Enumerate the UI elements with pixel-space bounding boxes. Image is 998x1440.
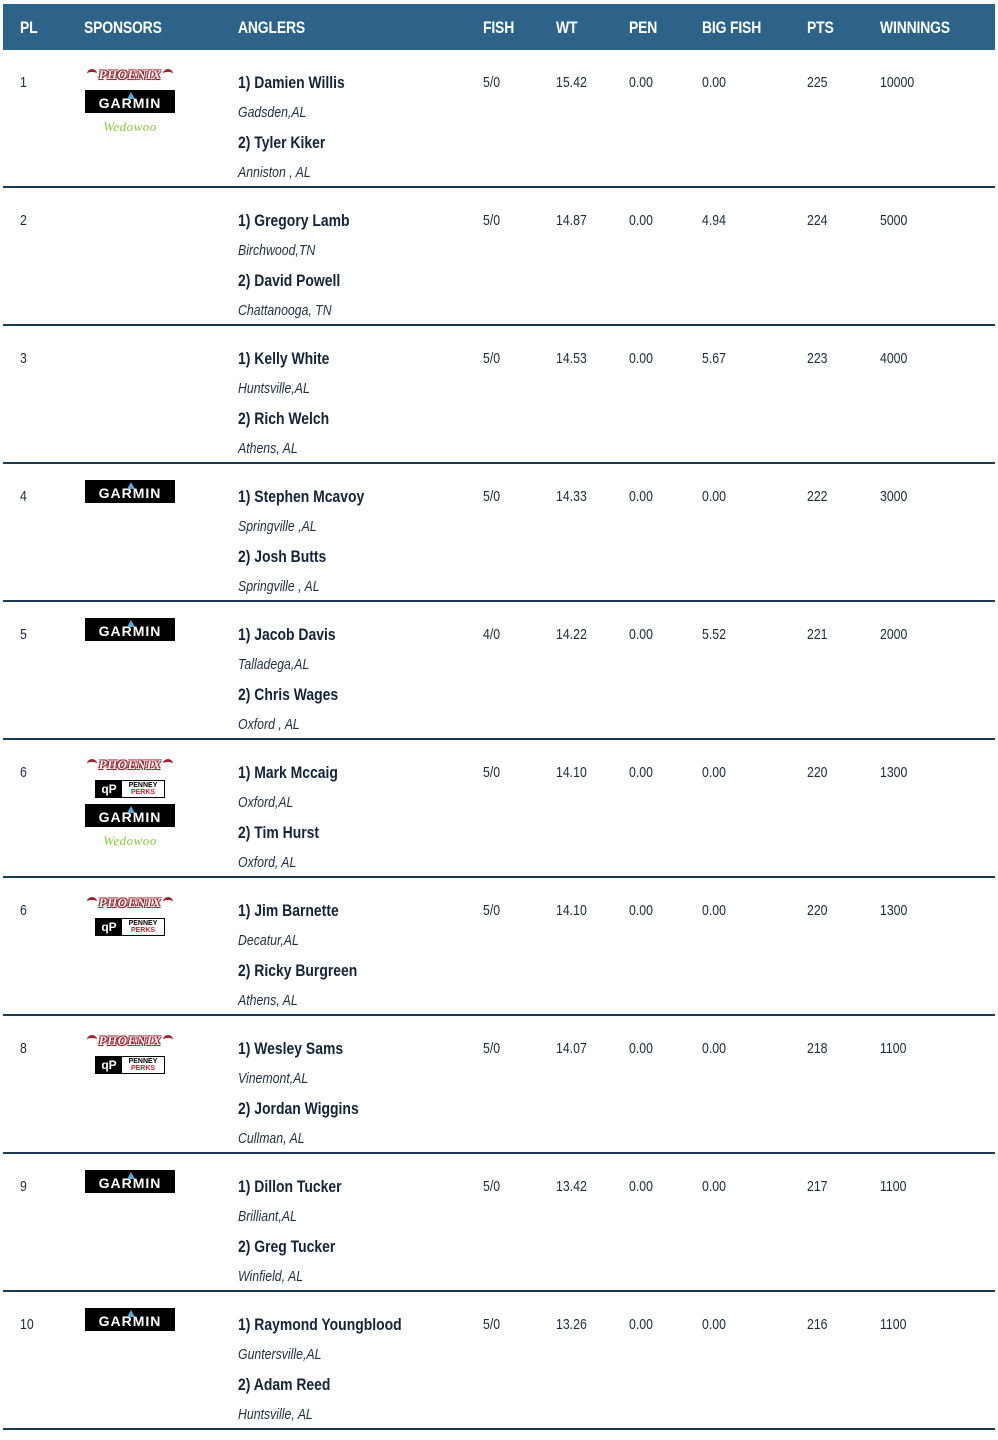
penney-perks-logo	[95, 918, 165, 936]
place-cell: 4	[20, 488, 27, 505]
phoenix-wing-icon	[163, 759, 173, 768]
garmin-logo	[85, 90, 175, 113]
garmin-triangle-icon	[127, 482, 135, 489]
garmin-logo	[85, 1170, 175, 1193]
garmin-logo	[85, 804, 175, 827]
sponsor-logos	[84, 756, 176, 857]
big-fish-cell: 0.00	[702, 74, 726, 91]
fish-cell: 5/0	[483, 1040, 501, 1057]
place-cell: 8	[20, 1040, 27, 1057]
big-fish-cell: 0.00	[702, 488, 726, 505]
place-cell: 1	[20, 74, 27, 91]
angler-1-name[interactable]: 1) Jacob Davis	[238, 625, 336, 644]
angler-1-hometown: Birchwood,TN	[238, 242, 316, 259]
sponsor-logos	[84, 66, 176, 143]
wedowoo-logo: Wedowoo	[103, 833, 157, 848]
penney-line2: PERKS	[130, 927, 156, 934]
angler-2-name[interactable]: 2) David Powell	[238, 271, 341, 290]
table-row	[3, 602, 995, 740]
angler-2-hometown: Winfield, AL	[238, 1268, 304, 1285]
header-big-fish[interactable]: BIG FISH	[702, 18, 762, 37]
big-fish-cell: 0.00	[702, 764, 726, 781]
penney-qp-mark: qP	[96, 919, 122, 935]
table-row	[3, 1292, 995, 1430]
table-header	[3, 4, 995, 50]
phoenix-wing-icon	[87, 897, 97, 906]
points-cell: 221	[807, 626, 828, 643]
header-pts[interactable]: PTS	[807, 18, 834, 37]
header-winnings[interactable]: WINNINGS	[880, 18, 950, 37]
header-fish[interactable]: FISH	[483, 18, 515, 37]
angler-2-name[interactable]: 2) Ricky Burgreen	[238, 961, 358, 980]
penalty-cell: 0.00	[629, 1316, 653, 1333]
table-row	[3, 326, 995, 464]
points-cell: 222	[807, 488, 828, 505]
garmin-logo-text: GARMIN	[98, 1175, 162, 1191]
penney-line2: PERKS	[130, 1065, 156, 1072]
phoenix-wing-icon	[163, 69, 173, 78]
angler-1-hometown: Gadsden,AL	[238, 104, 307, 121]
phoenix-wing-icon	[87, 759, 97, 768]
fish-cell: 5/0	[483, 212, 501, 229]
winnings-cell: 5000	[880, 212, 908, 229]
angler-1-name[interactable]: 1) Gregory Lamb	[238, 211, 350, 230]
angler-1-hometown: Guntersville,AL	[238, 1346, 322, 1363]
phoenix-wing-icon	[87, 1035, 97, 1044]
angler-2-hometown: Athens, AL	[238, 992, 298, 1009]
angler-1-hometown: Decatur,AL	[238, 932, 299, 949]
weight-cell: 14.22	[556, 626, 587, 643]
garmin-logo	[85, 480, 175, 503]
penney-perks-text	[122, 919, 164, 935]
winnings-cell: 2000	[880, 626, 908, 643]
penney-perks-logo	[95, 1056, 165, 1074]
angler-1-name[interactable]: 1) Wesley Sams	[238, 1039, 344, 1058]
sponsor-logos	[84, 618, 176, 647]
winnings-cell: 1300	[880, 902, 908, 919]
weight-cell: 14.10	[556, 764, 587, 781]
garmin-logo-text: GARMIN	[98, 809, 162, 825]
angler-1-name[interactable]: 1) Stephen Mcavoy	[238, 487, 365, 506]
phoenix-logo	[85, 1032, 175, 1050]
sponsor-logos	[84, 894, 176, 942]
penney-line2: PERKS	[130, 789, 156, 796]
phoenix-logo-text: PHOENIX	[98, 757, 162, 772]
penalty-cell: 0.00	[629, 350, 653, 367]
points-cell: 224	[807, 212, 828, 229]
points-cell: 220	[807, 902, 828, 919]
phoenix-logo	[85, 894, 175, 912]
header-pen[interactable]: PEN	[629, 18, 658, 37]
phoenix-logo	[85, 66, 175, 84]
weight-cell: 14.07	[556, 1040, 587, 1057]
penney-qp-mark: qP	[96, 1057, 122, 1073]
points-cell: 220	[807, 764, 828, 781]
angler-1-hometown: Huntsville,AL	[238, 380, 310, 397]
angler-2-hometown: Cullman, AL	[238, 1130, 305, 1147]
place-cell: 9	[20, 1178, 27, 1195]
penalty-cell: 0.00	[629, 1178, 653, 1195]
weight-cell: 13.42	[556, 1178, 587, 1195]
penney-line1: PENNEY	[128, 1058, 158, 1065]
big-fish-cell: 0.00	[702, 1178, 726, 1195]
phoenix-wing-icon	[87, 69, 97, 78]
penalty-cell: 0.00	[629, 1040, 653, 1057]
garmin-triangle-icon	[127, 92, 135, 99]
weight-cell: 14.53	[556, 350, 587, 367]
fish-cell: 5/0	[483, 350, 501, 367]
table-row	[3, 188, 995, 326]
weight-cell: 14.87	[556, 212, 587, 229]
angler-2-hometown: Springville , AL	[238, 578, 320, 595]
header-sponsors[interactable]: SPONSORS	[84, 18, 162, 37]
angler-1-name[interactable]: 1) Damien Willis	[238, 73, 345, 92]
angler-1-name[interactable]: 1) Kelly White	[238, 349, 330, 368]
big-fish-cell: 5.52	[702, 626, 726, 643]
angler-1-hometown: Vinemont,AL	[238, 1070, 309, 1087]
big-fish-cell: 0.00	[702, 902, 726, 919]
phoenix-logo	[85, 756, 175, 774]
winnings-cell: 1100	[880, 1040, 907, 1057]
winnings-cell: 1100	[880, 1316, 907, 1333]
table-row	[3, 878, 995, 1016]
penney-perks-logo	[95, 780, 165, 798]
sponsor-logos	[84, 1170, 176, 1199]
place-cell: 10	[20, 1316, 34, 1333]
angler-2-name[interactable]: 2) Adam Reed	[238, 1375, 331, 1394]
penney-perks-text	[122, 781, 164, 797]
angler-2-hometown: Oxford, AL	[238, 854, 297, 871]
weight-cell: 13.26	[556, 1316, 587, 1333]
header-wt[interactable]: WT	[556, 18, 578, 37]
angler-2-name[interactable]: 2) Chris Wages	[238, 685, 339, 704]
weight-cell: 14.33	[556, 488, 587, 505]
big-fish-cell: 0.00	[702, 1316, 726, 1333]
big-fish-cell: 5.67	[702, 350, 726, 367]
angler-2-name[interactable]: 2) Rich Welch	[238, 409, 330, 428]
angler-2-hometown: Athens, AL	[238, 440, 298, 457]
garmin-triangle-icon	[127, 1172, 135, 1179]
garmin-triangle-icon	[127, 1310, 135, 1317]
penalty-cell: 0.00	[629, 488, 653, 505]
garmin-logo-text: GARMIN	[98, 485, 162, 501]
garmin-logo-text: GARMIN	[98, 623, 162, 639]
table-row	[3, 740, 995, 878]
winnings-cell: 10000	[880, 74, 915, 91]
winnings-cell: 3000	[880, 488, 908, 505]
phoenix-logo-text: PHOENIX	[98, 67, 162, 82]
angler-1-hometown: Brilliant,AL	[238, 1208, 297, 1225]
fish-cell: 4/0	[483, 626, 501, 643]
phoenix-logo-text: PHOENIX	[98, 895, 162, 910]
fish-cell: 5/0	[483, 488, 501, 505]
angler-2-name[interactable]: 2) Greg Tucker	[238, 1237, 336, 1256]
place-cell: 2	[20, 212, 27, 229]
weight-cell: 14.10	[556, 902, 587, 919]
angler-1-hometown: Talladega,AL	[238, 656, 310, 673]
place-cell: 5	[20, 626, 27, 643]
winnings-cell: 1100	[880, 1178, 907, 1195]
penalty-cell: 0.00	[629, 212, 653, 229]
angler-2-hometown: Chattanooga, TN	[238, 302, 332, 319]
angler-1-hometown: Oxford,AL	[238, 794, 294, 811]
angler-2-hometown: Oxford , AL	[238, 716, 300, 733]
angler-1-name[interactable]: 1) Mark Mccaig	[238, 763, 338, 782]
fish-cell: 5/0	[483, 902, 501, 919]
table-row	[3, 464, 995, 602]
winnings-cell: 1300	[880, 764, 908, 781]
penney-line1: PENNEY	[128, 920, 158, 927]
phoenix-wing-icon	[163, 897, 173, 906]
angler-1-name[interactable]: 1) Jim Barnette	[238, 901, 339, 920]
angler-1-hometown: Springville ,AL	[238, 518, 317, 535]
garmin-logo-text: GARMIN	[98, 1313, 162, 1329]
phoenix-logo-text: PHOENIX	[98, 1033, 162, 1048]
penalty-cell: 0.00	[629, 902, 653, 919]
points-cell: 218	[807, 1040, 828, 1057]
place-cell: 3	[20, 350, 27, 367]
garmin-triangle-icon	[127, 620, 135, 627]
garmin-logo-text: GARMIN	[98, 95, 162, 111]
table-row	[3, 1154, 995, 1292]
angler-2-name[interactable]: 2) Tim Hurst	[238, 823, 320, 842]
fish-cell: 5/0	[483, 764, 501, 781]
penney-line1: PENNEY	[128, 782, 158, 789]
table-row	[3, 1016, 995, 1154]
phoenix-wing-icon	[163, 1035, 173, 1044]
garmin-logo	[85, 618, 175, 641]
winnings-cell: 4000	[880, 350, 908, 367]
penney-qp-mark: qP	[96, 781, 122, 797]
fish-cell: 5/0	[483, 1178, 501, 1195]
angler-2-name[interactable]: 2) Jordan Wiggins	[238, 1099, 359, 1118]
penney-perks-text	[122, 1057, 164, 1073]
fish-cell: 5/0	[483, 1316, 501, 1333]
garmin-logo	[85, 1308, 175, 1331]
header-pl[interactable]: PL	[20, 18, 38, 37]
results-table	[3, 4, 995, 1430]
big-fish-cell: 0.00	[702, 1040, 726, 1057]
angler-2-hometown: Huntsville, AL	[238, 1406, 313, 1423]
weight-cell: 15.42	[556, 74, 587, 91]
garmin-triangle-icon	[127, 806, 135, 813]
angler-1-name[interactable]: 1) Dillon Tucker	[238, 1177, 342, 1196]
fish-cell: 5/0	[483, 74, 501, 91]
points-cell: 216	[807, 1316, 828, 1333]
angler-2-hometown: Anniston , AL	[238, 164, 311, 181]
wedowoo-logo: Wedowoo	[103, 119, 157, 134]
place-cell: 6	[20, 764, 27, 781]
table-row	[3, 50, 995, 188]
points-cell: 217	[807, 1178, 828, 1195]
place-cell: 6	[20, 902, 27, 919]
big-fish-cell: 4.94	[702, 212, 726, 229]
points-cell: 223	[807, 350, 828, 367]
angler-2-name[interactable]: 2) Josh Butts	[238, 547, 327, 566]
penalty-cell: 0.00	[629, 764, 653, 781]
sponsor-logos	[84, 1308, 176, 1337]
header-anglers[interactable]: ANGLERS	[238, 18, 306, 37]
points-cell: 225	[807, 74, 828, 91]
table-body	[3, 50, 995, 1430]
penalty-cell: 0.00	[629, 626, 653, 643]
angler-2-name[interactable]: 2) Tyler Kiker	[238, 133, 326, 152]
sponsor-logos	[84, 1032, 176, 1080]
penalty-cell: 0.00	[629, 74, 653, 91]
sponsor-logos	[84, 480, 176, 509]
angler-1-name[interactable]: 1) Raymond Youngblood	[238, 1315, 402, 1334]
